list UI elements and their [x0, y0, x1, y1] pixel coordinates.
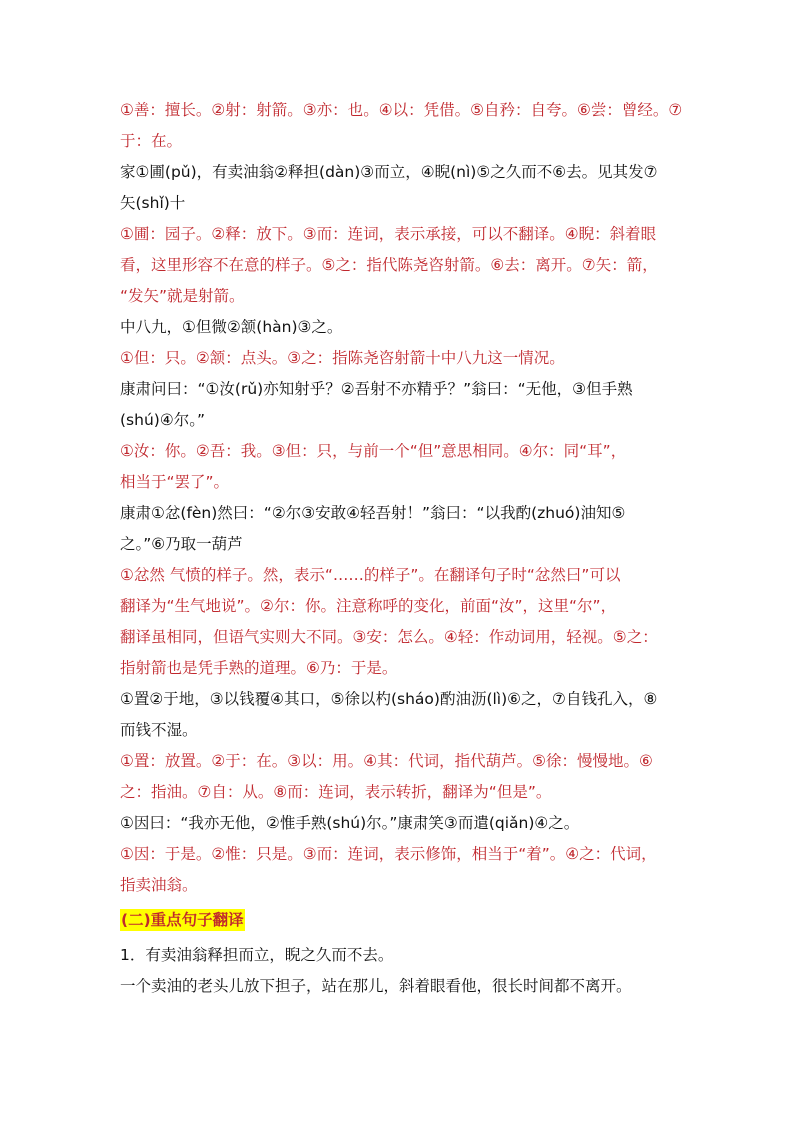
annotation-note: [120, 95, 700, 157]
text-line: ①善：擅长。②射：射箭。③亦：也。④以：凭借。⑤自矜：自夸。⑥尝：曾经。⑦: [120, 101, 683, 119]
text-line: 矢(shǐ)十: [120, 194, 186, 212]
text-line: 于：在。: [120, 132, 183, 150]
text-line: ①置：放置。②于：在。③以：用。④其：代词，指代葫芦。⑤徐：慢慢地。⑥: [120, 752, 653, 770]
text-line: 指卖油翁。: [120, 876, 198, 894]
annotation-note: [120, 219, 700, 312]
text-line: 康肃问曰：“①汝(rǔ)亦知射乎？②吾射不亦精乎？”翁曰：“无他，③但手熟: [120, 380, 633, 398]
text-line: ①但：只。②颔：点头。③之：指陈尧咨射箭十中八九这一情况。: [120, 349, 565, 367]
text-line: ①圃：园子。②释：放下。③而：连词，表示承接，可以不翻译。④睨：斜着眼: [120, 225, 657, 243]
text-line: ①因：于是。②惟：只是。③而：连词，表示修饰，相当于“着”。④之：代词，: [120, 845, 657, 863]
text-line: 而钱不湿。: [120, 721, 198, 739]
classical-text: [120, 808, 700, 839]
classical-text: [120, 374, 700, 436]
annotation-note: [120, 560, 700, 684]
annotation-note: [120, 839, 700, 901]
text-line: 看，这里形容不在意的样子。⑤之：指代陈尧咨射箭。⑥去：离开。⑦矢：箭，: [120, 256, 658, 274]
sentence-translation: 一个卖油的老头儿放下担子，站在那儿，斜着眼看他，很长时间都不离开。: [120, 977, 632, 995]
classical-text: [120, 684, 700, 746]
annotation-note: [120, 746, 700, 808]
text-line: ①忿然 气愤的样子。然，表示“……的样子”。在翻译句子时“忿然曰”可以: [120, 566, 621, 584]
text-line: 康肃①忿(fèn)然曰：“②尔③安敢④轻吾射！”翁曰：“以我酌(zhuó)油知⑤: [120, 504, 626, 522]
text-line: 翻译为“生气地说”。②尔：你。注意称呼的变化，前面“汝”，这里“尔”，: [120, 597, 617, 615]
annotation-note: [120, 343, 700, 374]
text-line: 之：指油。⑦自：从。⑧而：连词，表示转折，翻译为“但是”。: [120, 783, 552, 801]
classical-text: [120, 498, 700, 560]
text-line: ①置②于地，③以钱覆④其口，⑤徐以杓(sháo)酌油沥(lì)⑥之，⑦自钱孔入，⑧: [120, 690, 658, 708]
text-line: 相当于“罢了”。: [120, 473, 230, 491]
text-line: (shú)④尔。”: [120, 411, 205, 429]
classical-text: [120, 312, 700, 343]
annotation-note: [120, 436, 700, 498]
classical-text: [120, 157, 700, 219]
text-line: “发矢”就是射箭。: [120, 287, 245, 305]
text-line: ①因曰：“我亦无他，②惟手熟(shú)尔。”康肃笑③而遣(qiǎn)④之。: [120, 814, 580, 832]
text-line: 指射箭也是凭手熟的道理。⑥乃：于是。: [120, 659, 398, 677]
text-line: 家①圃(pǔ)，有卖油翁②释担(dàn)③而立，④睨(nì)⑤之久而不⑥去。见其发⑦: [120, 163, 658, 181]
text-line: 中八九，①但微②颔(hàn)③之。: [120, 318, 343, 336]
sentence-original: 1．有卖油翁释担而立，睨之久而不去。: [120, 946, 394, 964]
text-line: 之。”⑥乃取一葫芦: [120, 535, 243, 553]
section-heading: (二)重点句子翻译: [121, 911, 244, 929]
sentence-item: [120, 940, 700, 1002]
text-line: ①汝：你。②吾：我。③但：只，与前一个“但”意思相同。④尔：同“耳”，: [120, 442, 627, 460]
text-line: 翻译虽相同，但语气实则大不同。③安：怎么。④轻：作动词用，轻视。⑤之：: [120, 628, 658, 646]
